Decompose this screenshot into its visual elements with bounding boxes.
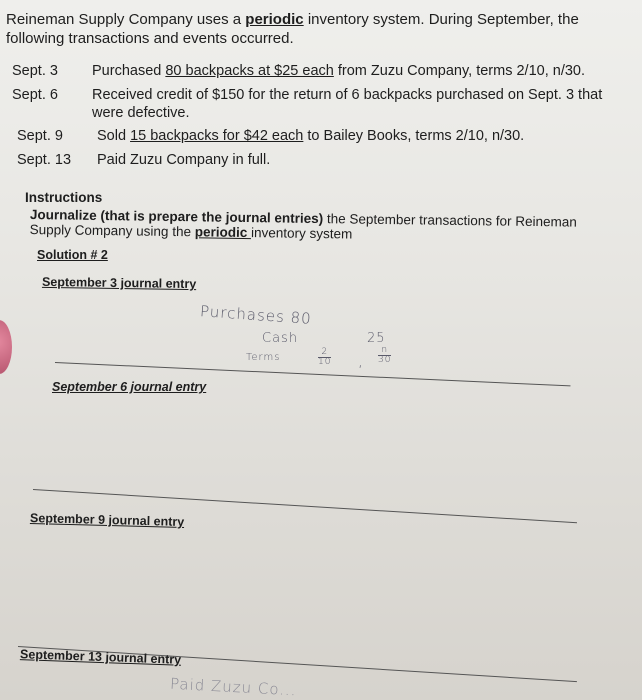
transaction-desc: Received credit of $150 for the return of 6 backpacks purchased on Sept. 3 that were defective. (92, 87, 603, 121)
instructions-text-2: inventory system (250, 225, 353, 242)
handwritten-cash: Cash (262, 331, 299, 346)
intro-periodic: periodic (245, 11, 304, 28)
instructions-title: Instructions (25, 190, 103, 205)
handwritten-purchases: Purchases 80 (199, 302, 313, 328)
fraction-num: n (378, 346, 391, 356)
desc-underlined: 80 backpacks at $25 each (165, 63, 334, 79)
intro-paragraph (6, 10, 636, 48)
desc-pre: Sold (97, 128, 131, 144)
instructions-text: the September transactions for Reineman Supply Company using the (29, 211, 577, 240)
instructions-bold: Journalize (that is prepare the journal entries) (29, 207, 324, 227)
desc-post: to Bailey Books, terms 2/10, n/30. (303, 128, 525, 144)
desc-post: from Zuzu Company, terms 2/10, n/30. (333, 63, 586, 79)
intro-text: Reineman Supply Company uses a (6, 11, 246, 28)
transaction-desc (92, 62, 632, 80)
transaction-date: Sept. 3 (12, 63, 58, 79)
intro-text-2: inventory system. During September, the following transactions and events occurred. (6, 11, 579, 47)
desc-pre: Purchased (92, 63, 166, 79)
transaction-date: Sept. 13 (17, 152, 72, 168)
transaction-date: Sept. 9 (17, 128, 63, 144)
desc-underlined: 15 backpacks for $42 each (130, 128, 304, 144)
handwritten-fraction-2 (378, 346, 391, 365)
instructions-body (30, 207, 610, 245)
transaction-desc (97, 127, 627, 145)
transaction-desc: Paid Zuzu Company in full. (97, 152, 271, 168)
instructions-periodic: periodic (194, 224, 252, 241)
solution-label: Solution # 2 (37, 248, 108, 262)
sept3-entry-label: September 3 journal entry (41, 274, 197, 292)
handwritten-paid: Paid Zuzu Co... (169, 674, 298, 700)
thumb-finger (0, 320, 12, 374)
fraction-den: 30 (378, 355, 392, 365)
fraction-den: 10 (318, 357, 332, 367)
handwritten-cash-value: 25 (367, 331, 386, 346)
sept13-entry-label: September 13 journal entry (19, 647, 182, 667)
handwritten-comma: , (358, 352, 364, 370)
handwritten-terms: Terms (246, 352, 281, 363)
fraction-num: 2 (318, 348, 331, 358)
sept9-entry-label: September 9 journal entry (29, 510, 185, 530)
sept6-entry-label: September 6 journal entry (52, 380, 207, 394)
handwritten-fraction-1 (318, 348, 331, 367)
transaction-date: Sept. 6 (12, 87, 58, 103)
